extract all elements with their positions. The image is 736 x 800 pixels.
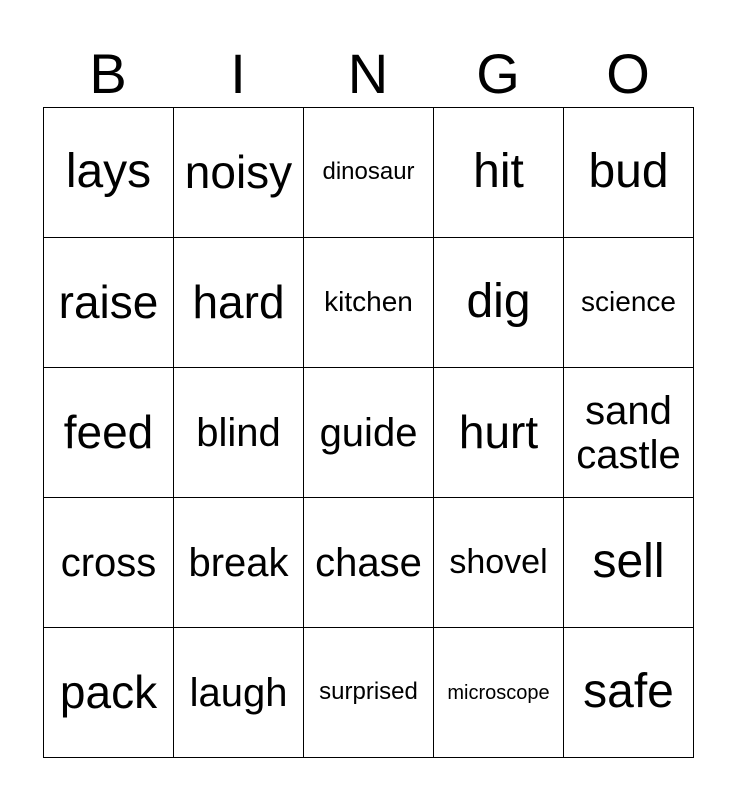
cell-word: chase — [315, 540, 422, 585]
bingo-board — [43, 107, 694, 758]
bingo-cell[interactable] — [44, 368, 174, 498]
bingo-cell[interactable] — [564, 108, 694, 238]
bingo-cell[interactable] — [174, 238, 304, 368]
cell-word: raise — [58, 276, 159, 329]
bingo-cell[interactable] — [304, 628, 434, 758]
bingo-cell[interactable] — [304, 108, 434, 238]
header-letter-o: O — [606, 42, 650, 105]
header-letter-b: B — [89, 42, 127, 105]
cell-word: shovel — [449, 542, 548, 581]
cell-word: guide — [319, 410, 418, 455]
board-row — [44, 628, 694, 758]
bingo-cell[interactable] — [564, 628, 694, 758]
bingo-cell[interactable] — [44, 498, 174, 628]
bingo-cell[interactable] — [434, 498, 564, 628]
cell-word: break — [188, 540, 289, 585]
board-row — [44, 108, 694, 238]
bingo-cell[interactable] — [434, 368, 564, 498]
bingo-cell[interactable] — [564, 498, 694, 628]
cell-word: cross — [60, 540, 157, 585]
cell-word: microscope — [447, 681, 550, 704]
cell-word: laugh — [189, 670, 288, 715]
cell-word: blind — [196, 410, 281, 455]
bingo-cell[interactable] — [304, 238, 434, 368]
bingo-cell[interactable] — [44, 108, 174, 238]
bingo-cell[interactable] — [44, 238, 174, 368]
board-row — [44, 238, 694, 368]
bingo-cell[interactable] — [564, 238, 694, 368]
cell-word: science — [581, 286, 676, 318]
cell-word: sand castle — [576, 388, 681, 477]
cell-word: feed — [63, 406, 154, 459]
bingo-cell[interactable] — [304, 368, 434, 498]
cell-word: bud — [588, 145, 669, 199]
bingo-cell[interactable] — [174, 368, 304, 498]
bingo-cell[interactable] — [44, 628, 174, 758]
cell-word: kitchen — [324, 286, 413, 318]
cell-word: surprised — [319, 678, 418, 706]
cell-word: noisy — [184, 146, 293, 199]
cell-word: hurt — [458, 406, 539, 459]
bingo-cell[interactable] — [434, 628, 564, 758]
cell-word: hard — [192, 276, 285, 329]
header-letter-n: N — [347, 42, 389, 105]
bingo-cell[interactable] — [174, 498, 304, 628]
bingo-cell[interactable] — [564, 368, 694, 498]
bingo-header — [43, 40, 693, 108]
board-row — [44, 368, 694, 498]
cell-word: safe — [583, 665, 674, 719]
cell-word: lays — [65, 145, 152, 199]
cell-word: sell — [592, 535, 665, 589]
cell-word: dinosaur — [322, 158, 415, 186]
cell-word: pack — [59, 666, 158, 719]
cell-word: hit — [473, 145, 524, 199]
header-letter-i: I — [230, 42, 246, 105]
bingo-cell[interactable] — [174, 628, 304, 758]
bingo-cell[interactable] — [434, 108, 564, 238]
bingo-cell[interactable] — [304, 498, 434, 628]
bingo-cell[interactable] — [434, 238, 564, 368]
bingo-cell[interactable] — [174, 108, 304, 238]
cell-word: dig — [466, 275, 531, 329]
header-letter-g: G — [476, 42, 520, 105]
board-row — [44, 498, 694, 628]
